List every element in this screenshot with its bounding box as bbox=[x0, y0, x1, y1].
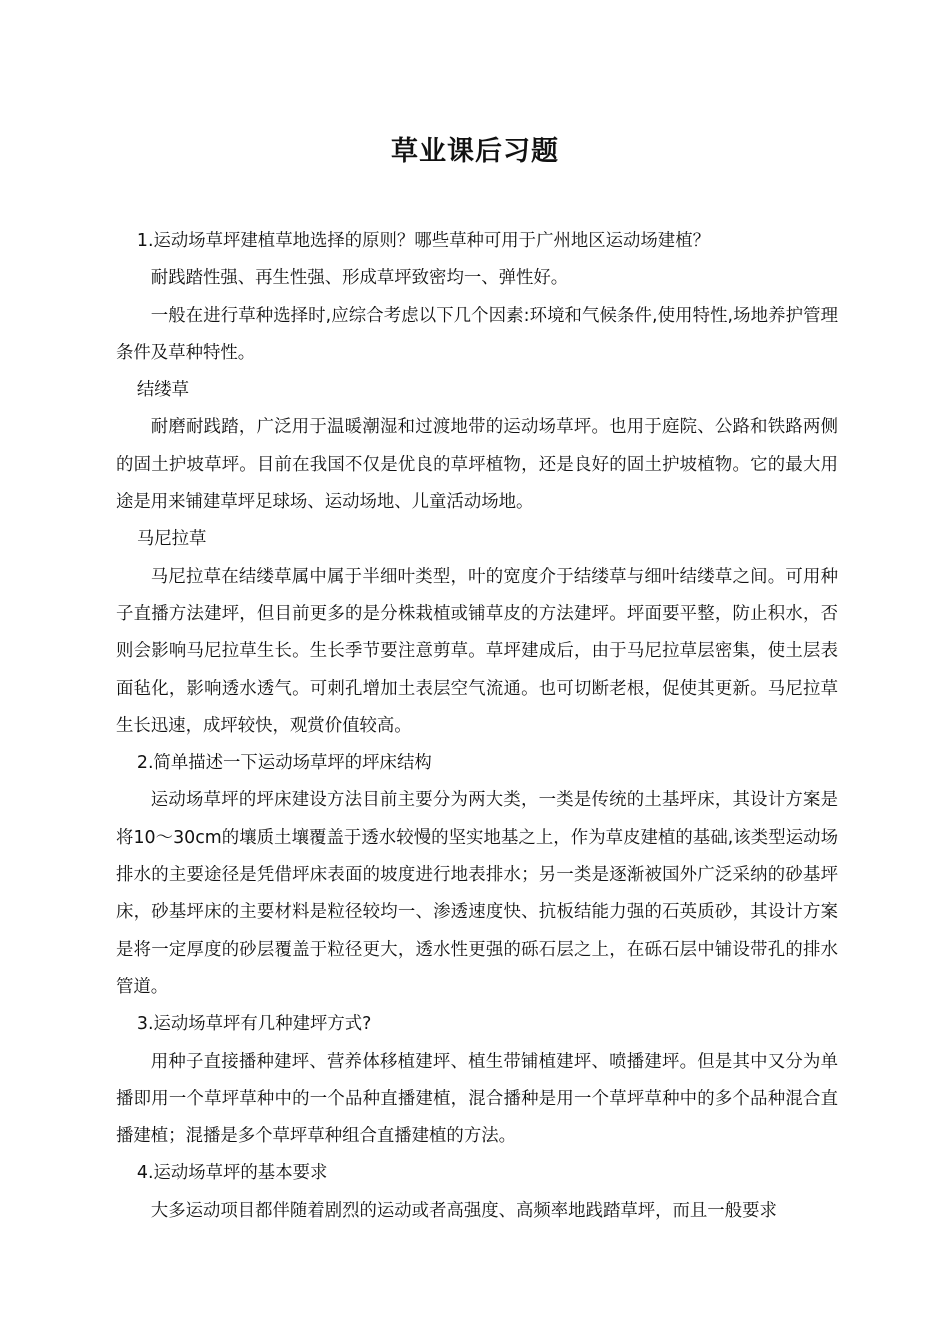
answer-paragraph: 用种子直接播种建坪、营养体移植建坪、植生带铺植建坪、喷播建坪。但是其中又分为单播即用一个草坪草种中的一个品种直播建植，混合播种是用一个草坪草种中的多个品种混合直播建植；混播是多个草坪草种组合直播建植的方法。 bbox=[116, 1051, 838, 1147]
answer-paragraph: 大多运动项目都伴随着剧烈的运动或者高强度、高频率地践踏草坪，而且一般要求 bbox=[150, 1200, 777, 1221]
answer-paragraph: 耐践踏性强、再生性强、形成草坪致密均一、弹性好。 bbox=[150, 268, 569, 289]
answer-paragraph: 耐磨耐践踏，广泛用于温暖潮湿和过渡地带的运动场草坪。也用于庭院、公路和铁路两侧的固土护坡草坪。目前在我国不仅是优良的草坪植物，还是良好的固土护坡植物。它的最大用途是用来铺建草坪足球场、运动场地、儿童活动场地。 bbox=[116, 417, 838, 513]
answer-paragraph: 马尼拉草在结缕草属中属于半细叶类型，叶的宽度介于结缕草与细叶结缕草之间。可用种子直播方法建坪，但目前更多的是分株栽植或铺草皮的方法建坪。坪面要平整，防止积水，否则会影响马尼拉草生长。生长季节要注意剪草。草坪建成后，由于马尼拉草层密集，使土层表面毡化，影响透水透气。可刺孔增加土表层空气流通。也可切断老根，促使其更新。马尼拉草生长迅速，成坪较快，观赏价值较高。 bbox=[116, 566, 838, 736]
question-3: 3.运动场草坪有几种建坪方式? bbox=[136, 1014, 372, 1035]
question-2: 2.简单描述一下运动场草坪的坪床结构 bbox=[136, 753, 432, 774]
grass-heading-zoysia: 结缕草 bbox=[136, 380, 190, 401]
question-1: 1.运动场草坪建植草地选择的原则？哪些草种可用于广州地区运动场建植？ bbox=[136, 231, 710, 251]
grass-heading-manila: 马尼拉草 bbox=[136, 529, 207, 550]
document-title: 草业课后习题 bbox=[391, 136, 559, 167]
answer-paragraph: 运动场草坪的坪床建设方法目前主要分为两大类，一类是传统的土基坪床，其设计方案是将10～30cm的壤质土壤覆盖于透水较慢的坚实地基之上，作为草皮建植的基础,该类型运动场排水的主要途径是凭借坪床表面的坡度进行地表排水；另一类是逐渐被国外广泛采纳的砂基坪床，砂基坪床的主要材料是粒径较均一、渗透速度快、抗板结能力强的石英质砂，其设计方案是将一定厚度的砂层覆盖于粒径更大，透水性更强的砾石层之上，在砾石层中铺设带孔的排水管道。 bbox=[116, 790, 838, 997]
document-body bbox=[116, 223, 838, 1230]
question-4: 4.运动场草坪的基本要求 bbox=[136, 1163, 328, 1184]
answer-paragraph: 一般在进行草种选择时,应综合考虑以下几个因素:环境和气候条件,使用特性,场地养护管理条件及草种特性。 bbox=[116, 305, 838, 363]
